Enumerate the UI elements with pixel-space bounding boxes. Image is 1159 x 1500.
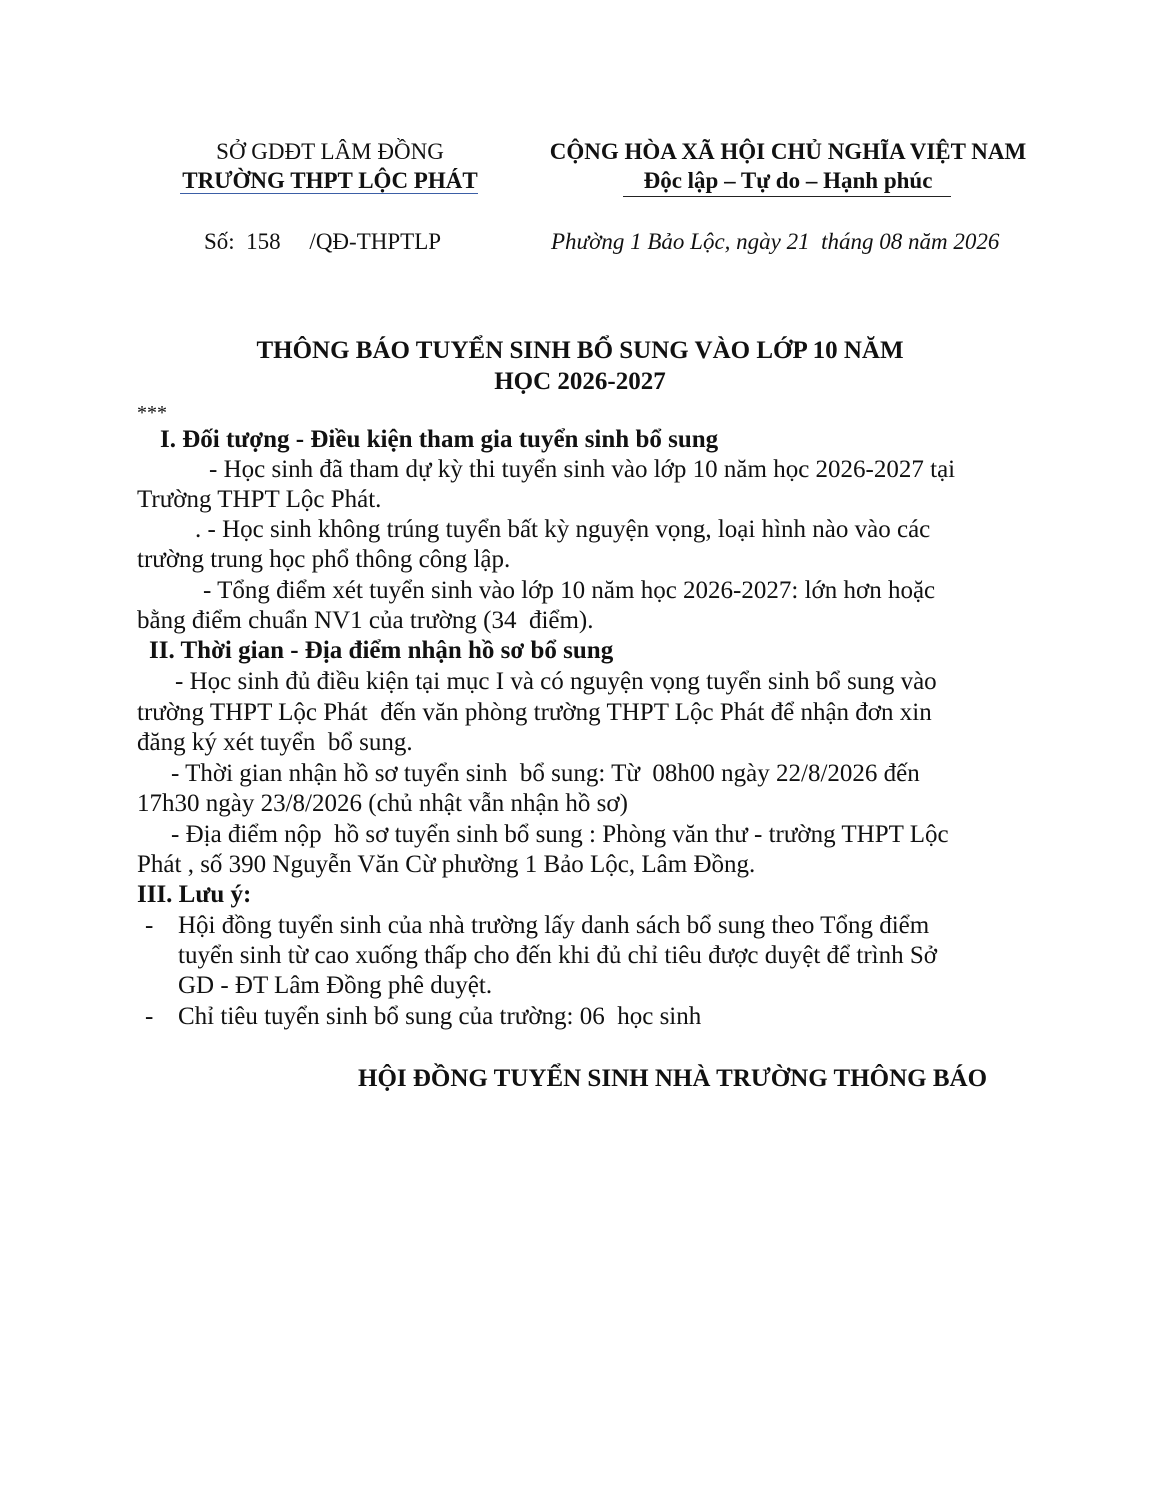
separator-stars: *** [137, 402, 167, 424]
section1-line: trường trung học phổ thông công lập. [137, 546, 511, 573]
note-1-line: Hội đồng tuyển sinh của nhà trường lấy danh sách bổ sung theo Tổng điểm [178, 912, 930, 939]
section2-line: - Học sinh đủ điều kiện tại mục I và có nguyện vọng tuyển sinh bổ sung vào [175, 668, 937, 695]
section1-line: bằng điểm chuẩn NV1 của trường (34 điểm). [137, 607, 594, 634]
section1-line: - Tổng điểm xét tuyển sinh vào lớp 10 năm học 2026-2027: lớn hơn hoặc [203, 577, 936, 604]
authority-name: SỞ GDĐT LÂM ĐỒNG [216, 139, 444, 164]
section2-line: 17h30 ngày 23/8/2026 (chủ nhật vẫn nhận hồ sơ) [137, 790, 628, 817]
school-name-underline [180, 193, 478, 194]
school-name: TRƯỜNG THPT LỘC PHÁT [182, 168, 478, 193]
section2-line: đăng ký xét tuyển bổ sung. [137, 729, 413, 756]
country-name: CỘNG HÒA XÃ HỘI CHỦ NGHĨA VIỆT NAM [549, 139, 1027, 164]
bullet-dash: - [145, 912, 154, 939]
section1-line: Trường THPT Lộc Phát. [137, 486, 382, 513]
section2-line: - Thời gian nhận hồ sơ tuyển sinh bổ sung: Từ 08h00 ngày 22/8/2026 đến [171, 760, 920, 787]
note-1-line: GD - ĐT Lâm Đồng phê duyệt. [178, 972, 493, 999]
signature-line: HỘI ĐỒNG TUYỂN SINH NHÀ TRƯỜNG THÔNG BÁO [358, 1065, 988, 1092]
note-2: Chỉ tiêu tuyển sinh bổ sung của trường: 06 học sinh [178, 1003, 702, 1030]
section-heading-2: II. Thời gian - Địa điểm nhận hồ sơ bổ sung [149, 637, 614, 664]
country-motto: Độc lập – Tự do – Hạnh phúc [643, 168, 933, 193]
document-title-line1: THÔNG BÁO TUYỂN SINH BỔ SUNG VÀO LỚP 10 NĂM [256, 337, 904, 364]
section-heading-3: III. Lưu ý: [137, 881, 252, 908]
bullet-dash: - [145, 1003, 154, 1030]
section1-line: . - Học sinh không trúng tuyển bất kỳ nguyện vọng, loại hình nào vào các [195, 516, 931, 543]
section1-line: - Học sinh đã tham dự kỳ thi tuyển sinh vào lớp 10 năm học 2026-2027 tại [209, 456, 956, 483]
place-date: Phường 1 Bảo Lộc, ngày 21 tháng 08 năm 2026 [551, 229, 1000, 254]
document-title-line2: HỌC 2026-2027 [494, 368, 666, 395]
note-1-line: tuyển sinh từ cao xuống thấp cho đến khi đủ chỉ tiêu được duyệt để trình Sở [178, 942, 937, 969]
section2-line: trường THPT Lộc Phát đến văn phòng trường THPT Lộc Phát để nhận đơn xin [137, 699, 932, 726]
section-heading-1: I. Đối tượng - Điều kiện tham gia tuyển sinh bổ sung [160, 426, 719, 453]
motto-underline [623, 196, 951, 197]
section2-line: Phát , số 390 Nguyễn Văn Cừ phường 1 Bảo Lộc, Lâm Đồng. [137, 851, 756, 878]
section2-line: - Địa điểm nộp hồ sơ tuyển sinh bổ sung : Phòng văn thư - trường THPT Lộc [171, 821, 949, 848]
document-number: Số: 158 /QĐ-THPTLP [204, 229, 442, 254]
